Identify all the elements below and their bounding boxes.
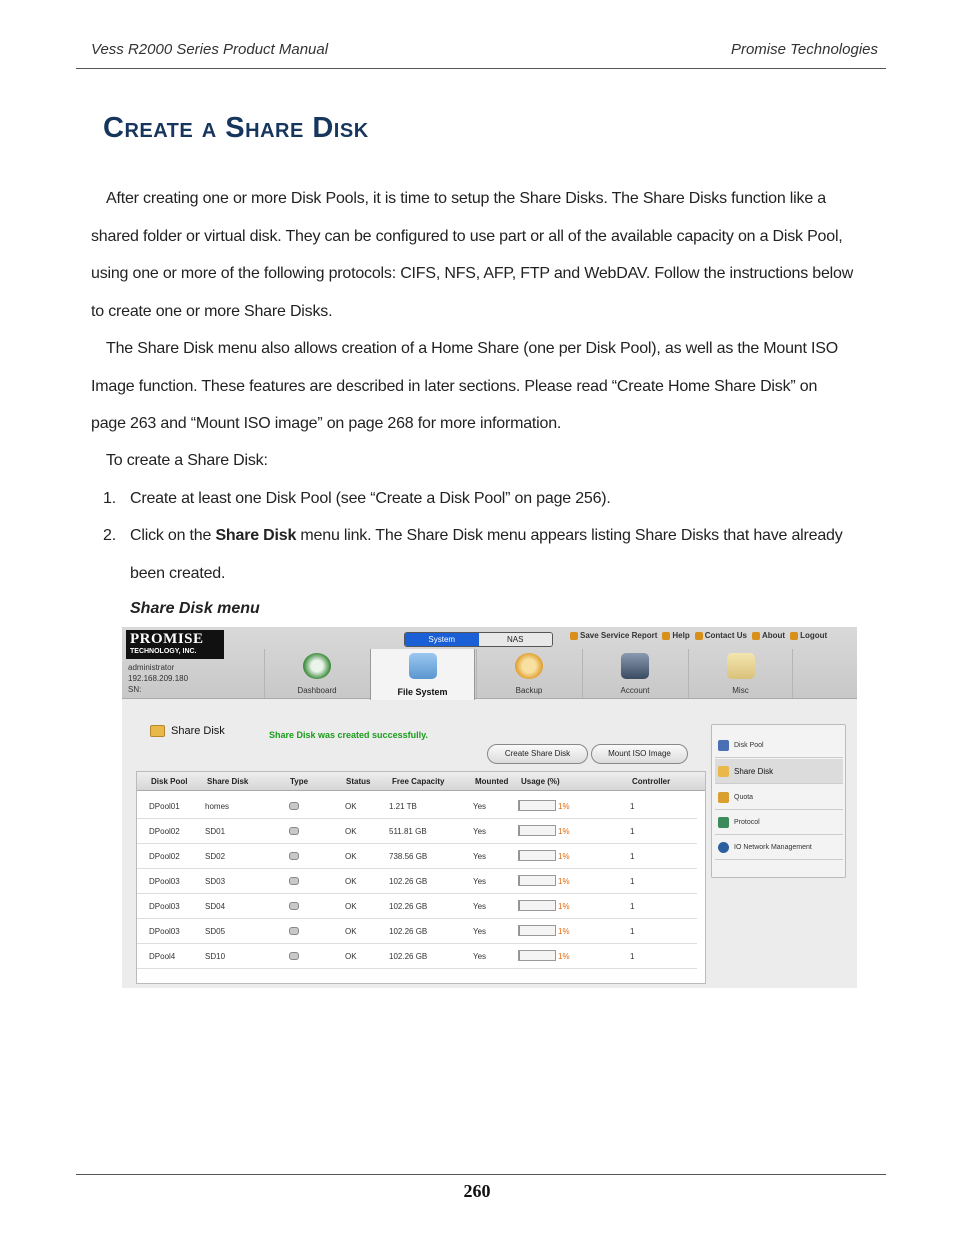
cell-mounted: Yes bbox=[473, 877, 487, 886]
step-number: 2. bbox=[103, 527, 116, 544]
about-icon bbox=[752, 632, 760, 640]
table-header bbox=[137, 772, 705, 791]
side-item-label: IO Network Management bbox=[734, 843, 812, 851]
table-row[interactable] bbox=[137, 844, 697, 869]
usage-bar bbox=[518, 900, 556, 911]
cell-free-capacity: 511.81 GB bbox=[389, 827, 427, 836]
table-row[interactable] bbox=[137, 894, 697, 919]
usage-percent: 1% bbox=[558, 952, 570, 961]
tab-system[interactable]: System bbox=[405, 633, 479, 646]
cell-mounted: Yes bbox=[473, 927, 487, 936]
running-header-company: Promise Technologies bbox=[730, 41, 878, 58]
top-bar bbox=[122, 627, 857, 699]
user-name: administrator bbox=[128, 663, 175, 672]
help-link[interactable] bbox=[662, 631, 689, 640]
side-item-label: Quota bbox=[734, 793, 754, 801]
cell-status: OK bbox=[345, 827, 357, 836]
share-disk-icon bbox=[718, 766, 729, 777]
steps-intro bbox=[91, 442, 854, 480]
home-share-paragraph bbox=[91, 330, 854, 443]
cell-status: OK bbox=[345, 952, 357, 961]
usage-percent: 1% bbox=[558, 852, 570, 861]
backup-icon bbox=[515, 653, 543, 679]
save-service-report-link[interactable] bbox=[570, 631, 657, 640]
usage-bar bbox=[518, 950, 556, 961]
cell-share-disk: SD05 bbox=[205, 927, 226, 936]
step-text-post: menu link. The Share Disk menu appears listing Share Disks that have already been created. bbox=[130, 527, 843, 582]
side-item-quota[interactable] bbox=[715, 785, 843, 810]
misc-icon bbox=[727, 653, 755, 679]
usage-bar bbox=[518, 800, 556, 811]
quota-icon bbox=[718, 792, 729, 803]
cell-disk-pool: DPool03 bbox=[149, 877, 180, 886]
file-system-icon bbox=[409, 653, 437, 679]
cell-controller: 1 bbox=[630, 902, 635, 911]
logo-wordmark: PROMISE bbox=[130, 631, 204, 647]
share-type-icon bbox=[289, 877, 299, 885]
dashboard-icon bbox=[303, 653, 331, 679]
nav-tab-label: Dashboard bbox=[297, 686, 337, 695]
folder-icon bbox=[150, 725, 165, 737]
cell-mounted: Yes bbox=[473, 802, 487, 811]
page-number: 260 bbox=[463, 1181, 491, 1201]
cell-controller: 1 bbox=[630, 827, 635, 836]
nav-tab-label: Misc bbox=[732, 686, 749, 695]
step-number: 1. bbox=[103, 490, 116, 507]
share-type-icon bbox=[289, 827, 299, 835]
link-label: Help bbox=[672, 631, 690, 640]
side-item-io-network[interactable] bbox=[715, 835, 843, 860]
cell-mounted: Yes bbox=[473, 952, 487, 961]
link-label: About bbox=[761, 631, 786, 640]
col-controller[interactable]: Controller bbox=[632, 777, 671, 786]
cell-free-capacity: 102.26 GB bbox=[389, 927, 428, 936]
cell-free-capacity: 102.26 GB bbox=[389, 877, 428, 886]
cell-free-capacity: 102.26 GB bbox=[389, 902, 428, 911]
promise-logo bbox=[126, 630, 224, 659]
col-mounted[interactable]: Mounted bbox=[475, 777, 509, 786]
table-row[interactable] bbox=[137, 794, 697, 819]
usage-percent: 1% bbox=[558, 877, 570, 886]
share-type-icon bbox=[289, 952, 299, 960]
cell-share-disk: homes bbox=[205, 802, 230, 811]
cell-disk-pool: DPool4 bbox=[149, 952, 176, 961]
mount-iso-image-button[interactable]: Mount ISO Image bbox=[591, 744, 688, 764]
share-type-icon bbox=[289, 927, 299, 935]
report-icon bbox=[570, 632, 578, 640]
share-disk-link-text: Share Disk bbox=[215, 527, 297, 544]
cell-disk-pool: DPool02 bbox=[149, 827, 180, 836]
phone-icon bbox=[695, 632, 703, 640]
cell-disk-pool: DPool01 bbox=[149, 802, 180, 811]
share-type-icon bbox=[289, 802, 299, 810]
header-rule bbox=[76, 68, 886, 69]
cell-status: OK bbox=[345, 852, 357, 861]
nav-tab-label: Backup bbox=[515, 686, 543, 695]
usage-percent: 1% bbox=[558, 827, 570, 836]
cell-disk-pool: DPool03 bbox=[149, 927, 180, 936]
cell-disk-pool: DPool02 bbox=[149, 852, 180, 861]
usage-bar bbox=[518, 850, 556, 861]
section-title: Create a Share Disk bbox=[103, 112, 369, 144]
share-disk-table bbox=[136, 771, 706, 984]
cell-controller: 1 bbox=[630, 877, 635, 886]
disk-pool-icon bbox=[718, 740, 729, 751]
footer-rule bbox=[76, 1174, 886, 1175]
nav-tab-backup[interactable] bbox=[476, 649, 581, 698]
running-header-title: Vess R2000 Series Product Manual bbox=[91, 41, 329, 58]
network-icon bbox=[718, 842, 729, 853]
cell-status: OK bbox=[345, 902, 357, 911]
cell-mounted: Yes bbox=[473, 902, 487, 911]
ip-address: 192.168.209.180 bbox=[128, 674, 189, 683]
logo-subtitle: TECHNOLOGY, INC. bbox=[130, 648, 197, 655]
user-info bbox=[128, 662, 188, 695]
cell-controller: 1 bbox=[630, 952, 635, 961]
logout-icon bbox=[790, 632, 798, 640]
col-status[interactable]: Status bbox=[346, 777, 371, 786]
protocol-icon bbox=[718, 817, 729, 828]
cell-share-disk: SD10 bbox=[205, 952, 226, 961]
cell-share-disk: SD02 bbox=[205, 852, 226, 861]
table-row[interactable] bbox=[137, 869, 697, 894]
create-share-disk-button[interactable]: Create Share Disk bbox=[487, 744, 588, 764]
nav-tab-label: Account bbox=[620, 686, 650, 695]
cell-controller: 1 bbox=[630, 852, 635, 861]
side-item-label: Share Disk bbox=[734, 766, 774, 776]
side-item-label: Protocol bbox=[734, 818, 760, 826]
about-link[interactable] bbox=[752, 631, 785, 640]
figure-caption: Share Disk menu bbox=[130, 600, 260, 617]
side-item-share-disk[interactable] bbox=[715, 759, 843, 784]
link-label: Contact Us bbox=[704, 631, 747, 640]
nav-tab-label: File System bbox=[397, 687, 448, 697]
table-row[interactable] bbox=[137, 944, 697, 969]
usage-bar bbox=[518, 925, 556, 936]
nav-tab-file-system[interactable] bbox=[370, 649, 475, 700]
nav-tab-dashboard[interactable] bbox=[264, 649, 369, 698]
cell-disk-pool: DPool03 bbox=[149, 902, 180, 911]
nav-tab-account[interactable] bbox=[582, 649, 687, 698]
usage-bar bbox=[518, 825, 556, 836]
table-row[interactable] bbox=[137, 819, 697, 844]
home-share-text: The Share Disk menu also allows creation of a Home Share (one per Disk Pool), as well as the Mount ISO Image function. These features are described in later sections. Please read “Create Home Share Disk” on page 263 and “Mount ISO image” on page 268 for more information. bbox=[91, 340, 838, 432]
step-text: Create at least one Disk Pool (see “Create a Disk Pool” on page 256). bbox=[130, 490, 611, 507]
serial-number: SN: bbox=[128, 685, 142, 694]
cell-mounted: Yes bbox=[473, 827, 487, 836]
step-text bbox=[130, 517, 850, 592]
col-free-capacity[interactable]: Free Capacity bbox=[392, 777, 445, 786]
cell-share-disk: SD04 bbox=[205, 902, 226, 911]
link-label: Logout bbox=[800, 631, 828, 640]
cell-controller: 1 bbox=[630, 802, 635, 811]
nav-tab-misc[interactable] bbox=[688, 649, 793, 698]
table-row[interactable] bbox=[137, 919, 697, 944]
step-text-pre: Click on the bbox=[130, 527, 216, 544]
share-type-icon bbox=[289, 852, 299, 860]
cell-controller: 1 bbox=[630, 927, 635, 936]
cell-status: OK bbox=[345, 802, 357, 811]
usage-percent: 1% bbox=[558, 902, 570, 911]
share-disk-screenshot bbox=[122, 627, 857, 988]
cell-status: OK bbox=[345, 927, 357, 936]
panel-title-text: Share Disk bbox=[171, 725, 225, 737]
top-links bbox=[570, 631, 827, 640]
cell-share-disk: SD03 bbox=[205, 877, 226, 886]
panel-title bbox=[150, 725, 225, 737]
col-usage[interactable]: Usage (%) bbox=[521, 777, 560, 786]
tab-nas[interactable]: NAS bbox=[479, 633, 553, 646]
side-item-disk-pool[interactable] bbox=[715, 733, 843, 758]
side-item-protocol[interactable] bbox=[715, 810, 843, 835]
col-share-disk[interactable]: Share Disk bbox=[207, 777, 249, 786]
mode-switch bbox=[404, 632, 553, 647]
cell-free-capacity: 738.56 GB bbox=[389, 852, 428, 861]
share-type-icon bbox=[289, 902, 299, 910]
cell-free-capacity: 1.21 TB bbox=[389, 802, 417, 811]
usage-percent: 1% bbox=[558, 802, 570, 811]
cell-mounted: Yes bbox=[473, 852, 487, 861]
help-icon bbox=[662, 632, 670, 640]
col-disk-pool[interactable]: Disk Pool bbox=[151, 777, 188, 786]
steps-intro-text: To create a Share Disk: bbox=[106, 452, 268, 469]
cell-status: OK bbox=[345, 877, 357, 886]
account-icon bbox=[621, 653, 649, 679]
side-menu bbox=[711, 724, 846, 878]
cell-share-disk: SD01 bbox=[205, 827, 226, 836]
intro-paragraph bbox=[91, 180, 854, 330]
side-item-label: Disk Pool bbox=[734, 741, 764, 749]
cell-free-capacity: 102.26 GB bbox=[389, 952, 428, 961]
intro-text: After creating one or more Disk Pools, it is time to setup the Share Disks. The Share Disks function like a shared folder or virtual disk. They can be configured to use part or all of the available capacity on a Disk Pool, using one or more of the following protocols: CIFS, NFS, AFP, FTP and WebDAV. Follow the instructions below to create one or more Share Disks. bbox=[91, 190, 854, 320]
contact-us-link[interactable] bbox=[695, 631, 747, 640]
success-message: Share Disk was created successfully. bbox=[269, 730, 428, 740]
col-type[interactable]: Type bbox=[290, 777, 309, 786]
usage-bar bbox=[518, 875, 556, 886]
usage-percent: 1% bbox=[558, 927, 570, 936]
link-label: Save Service Report bbox=[580, 631, 658, 640]
logout-link[interactable] bbox=[790, 631, 827, 640]
